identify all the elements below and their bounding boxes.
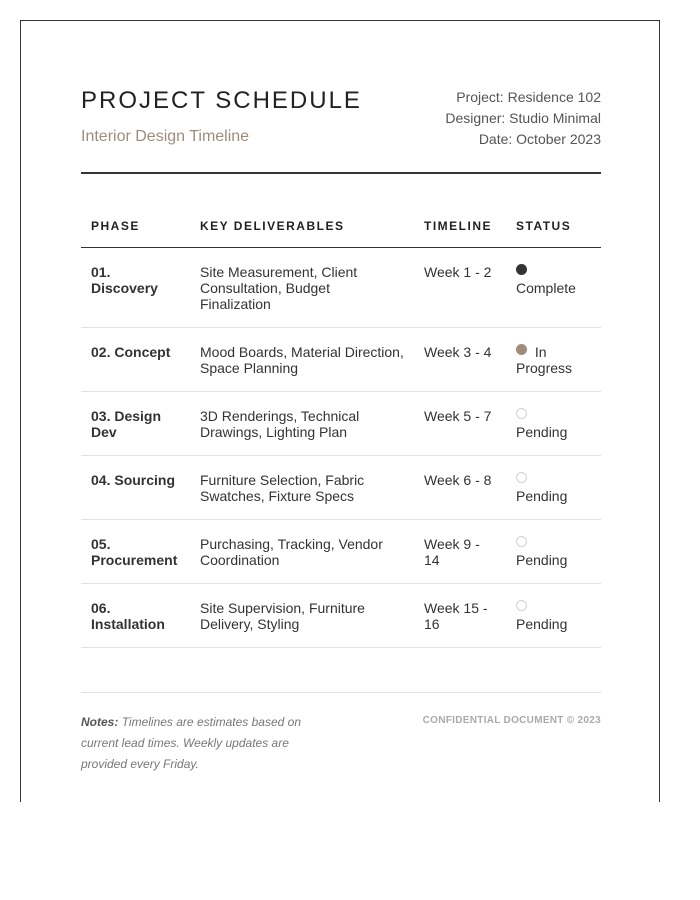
status-cell [506,519,601,583]
project-name: Project: Residence 102 [456,89,601,105]
status-pending-icon [516,408,527,419]
confidential-notice: CONFIDENTIAL DOCUMENT © 2023 [422,715,601,726]
table-row [81,519,601,583]
status-label: Pending [516,423,568,440]
deliverables-cell: Mood Boards, Material Direction, Space Planning [190,327,414,391]
table-header-row [81,206,601,247]
timeline-cell: Week 3 - 4 [414,327,506,391]
footer-divider [81,692,601,693]
phase-cell: 04. Sourcing [81,455,190,519]
status-label: Pending [516,487,568,504]
status-in-progress-icon [516,344,527,355]
notes-text: Timelines are estimates based on current lead times. Weekly updates are provided every Friday. [81,715,302,771]
page-title: PROJECT SCHEDULE [81,87,362,114]
status-label: Pending [516,551,568,568]
status-label: In Progress [516,343,573,376]
timeline-cell: Week 6 - 8 [414,455,506,519]
status-label: Complete [516,279,576,296]
status-pending-icon [516,536,527,547]
project-meta [445,87,601,150]
status-cell [506,247,601,327]
status-cell [506,391,601,455]
notes-block [81,712,331,775]
table-row [81,247,601,327]
phase-cell: 01. Discovery [81,247,190,327]
column-header-status: STATUS [506,206,601,247]
timeline-cell: Week 5 - 7 [414,391,506,455]
phase-cell: 05. Procurement [81,519,190,583]
schedule-table [81,206,601,648]
status-cell [506,583,601,647]
deliverables-cell: Furniture Selection, Fabric Swatches, Fixture Specs [190,455,414,519]
table-row [81,455,601,519]
timeline-cell: Week 9 - 14 [414,519,506,583]
phase-cell: 03. Design Dev [81,391,190,455]
status-complete-icon [516,264,527,275]
phase-cell: 06. Installation [81,583,190,647]
deliverables-cell: Site Supervision, Furniture Delivery, Styling [190,583,414,647]
page-subtitle: Interior Design Timeline [81,128,250,145]
status-pending-icon [516,600,527,611]
timeline-cell: Week 15 - 16 [414,583,506,647]
document-date: Date: October 2023 [478,131,601,147]
deliverables-cell: Purchasing, Tracking, Vendor Coordination [190,519,414,583]
designer-name: Designer: Studio Minimal [445,110,601,126]
table-row [81,327,601,391]
column-header-phase: PHASE [81,206,190,247]
column-header-deliverables: KEY DELIVERABLES [190,206,414,247]
deliverables-cell: Site Measurement, Client Consultation, Budget Finalization [190,247,414,327]
notes-label: Notes: [81,715,119,729]
status-pending-icon [516,472,527,483]
column-header-timeline: TIMELINE [414,206,506,247]
document-page [20,20,660,802]
status-cell [506,455,601,519]
status-cell [506,327,601,391]
document-header [81,21,601,174]
phase-cell: 02. Concept [81,327,190,391]
timeline-cell: Week 1 - 2 [414,247,506,327]
status-label: Pending [516,615,568,632]
deliverables-cell: 3D Renderings, Technical Drawings, Lighting Plan [190,391,414,455]
table-row [81,583,601,647]
table-row [81,391,601,455]
